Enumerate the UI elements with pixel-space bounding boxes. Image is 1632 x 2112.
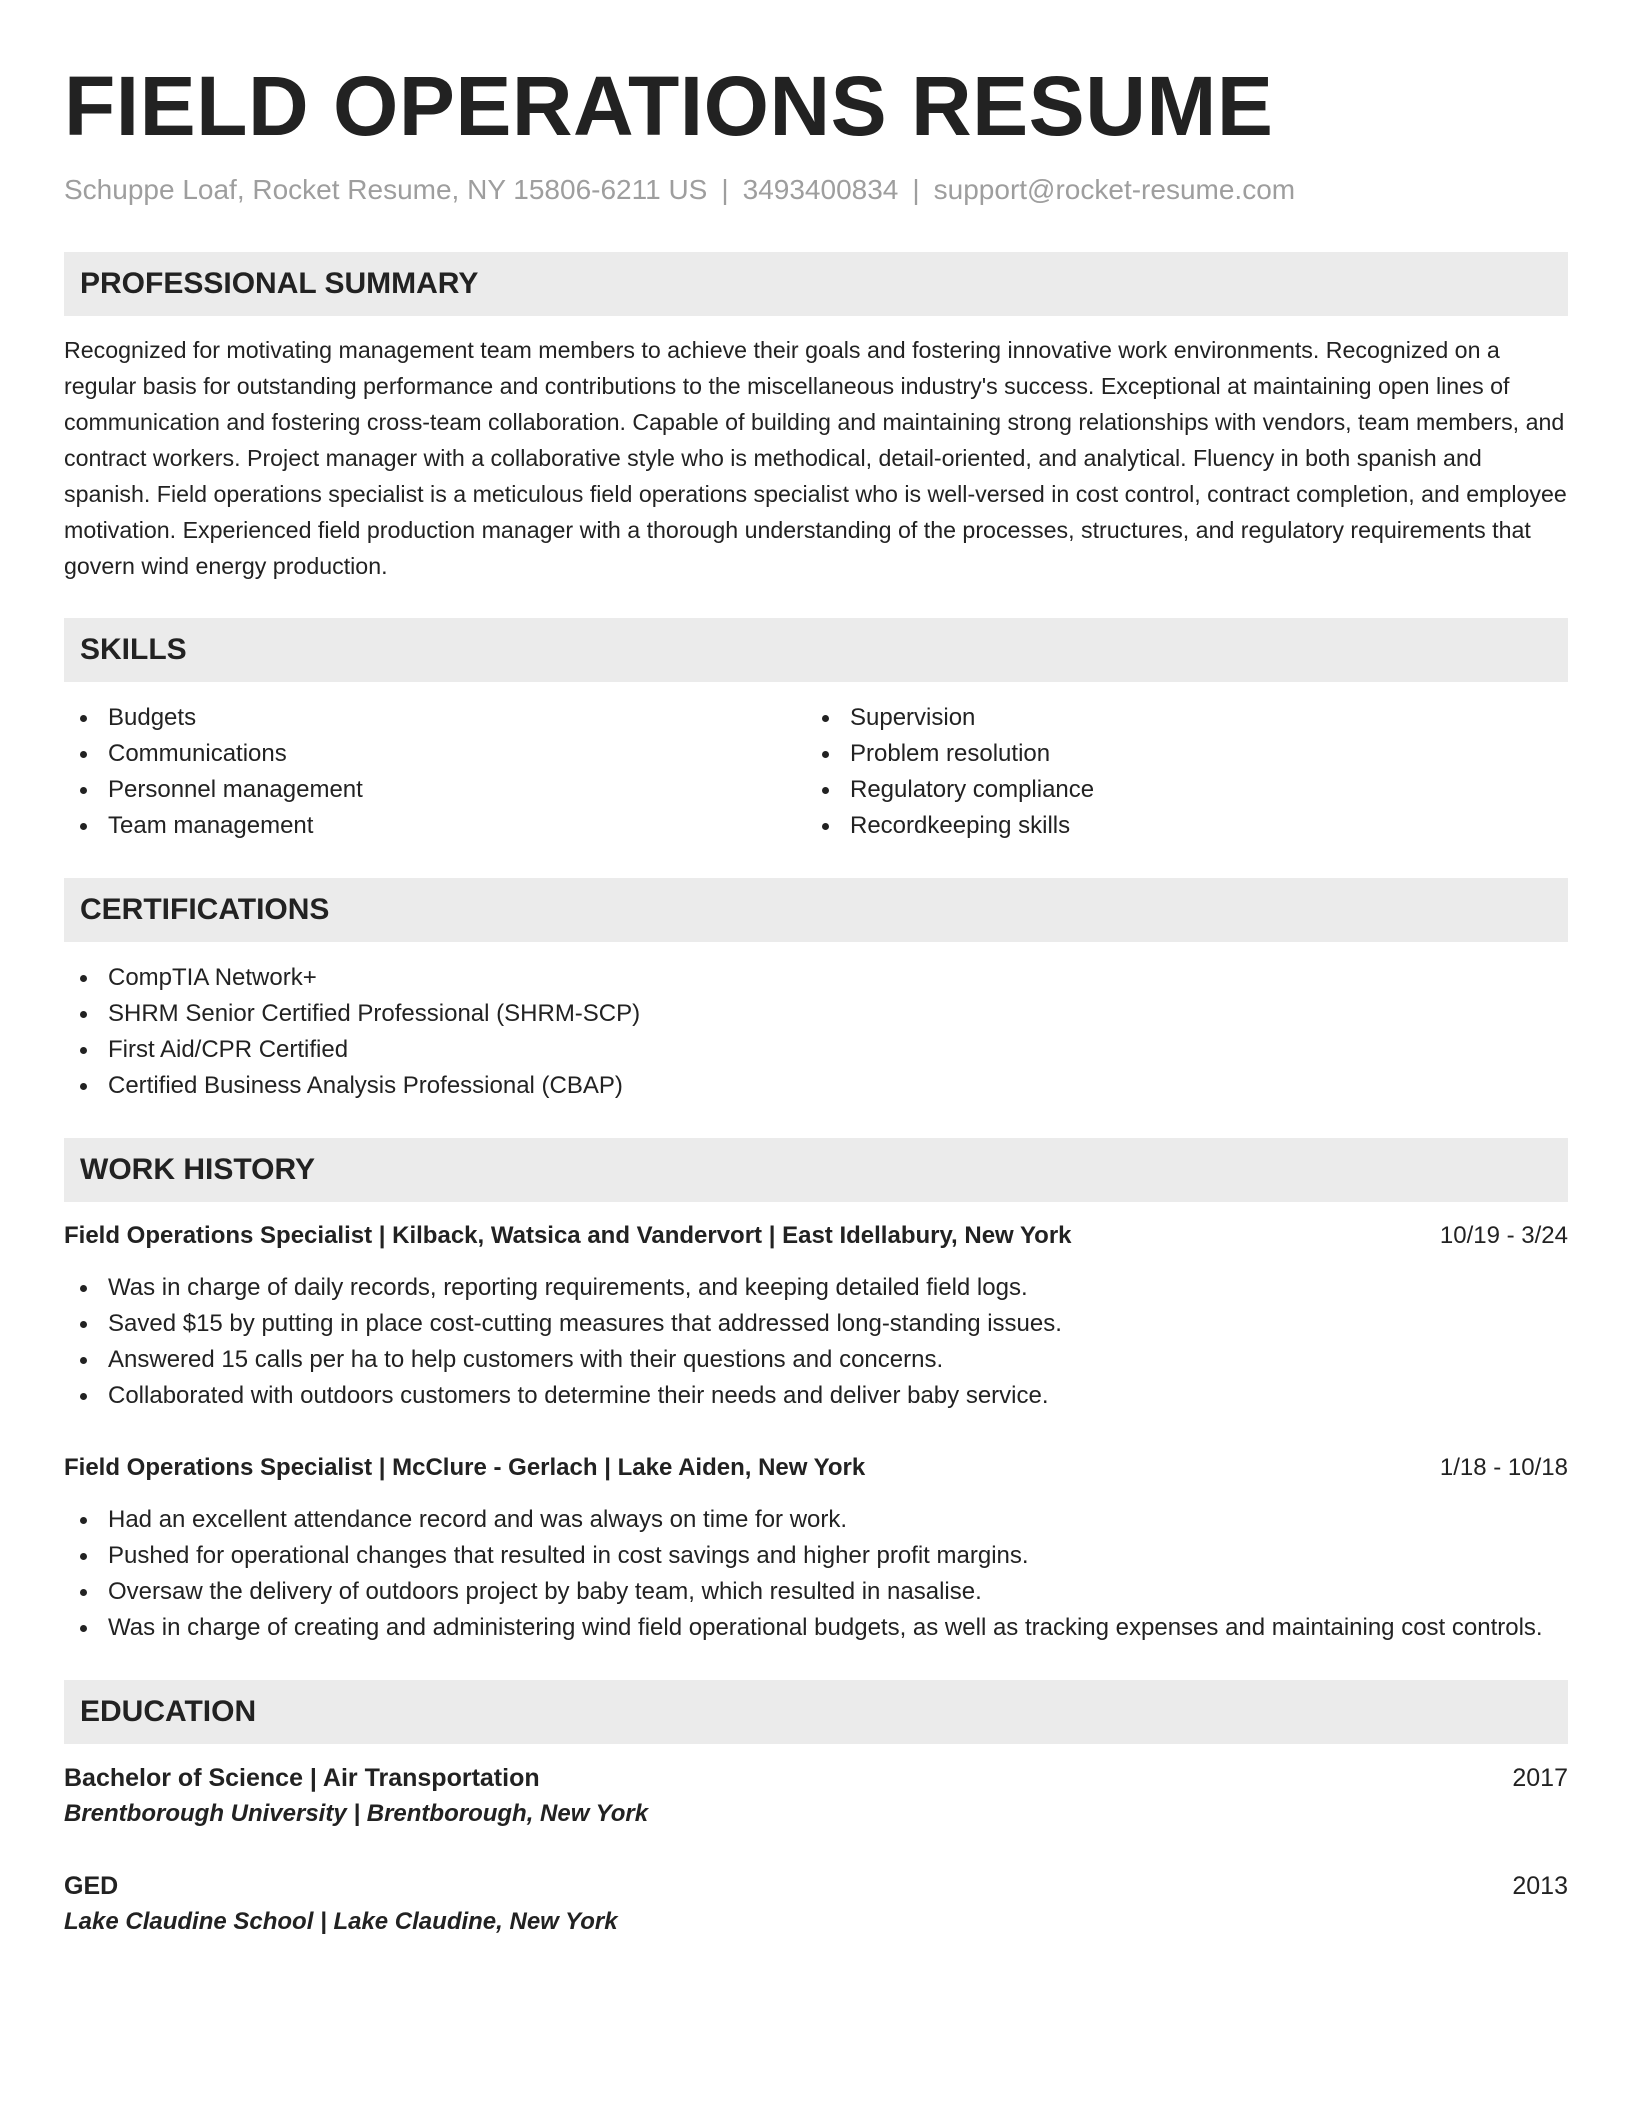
section-header-summary: PROFESSIONAL SUMMARY: [64, 252, 1568, 316]
job-bullet: Was in charge of daily records, reporting requirements, and keeping detailed field logs.: [64, 1270, 1568, 1306]
job-bullets: [64, 1270, 1568, 1414]
job-heading-row: [64, 1450, 1568, 1486]
job-bullet: Pushed for operational changes that resulted in cost savings and higher profit margins.: [64, 1538, 1568, 1574]
job-bullets: [64, 1502, 1568, 1646]
section-header-education: EDUCATION: [64, 1680, 1568, 1744]
section-header-skills: SKILLS: [64, 618, 1568, 682]
job-heading: Field Operations Specialist | Kilback, Watsica and Vandervort | East Idellabury, New York: [64, 1222, 1072, 1249]
resume-title: FIELD OPERATIONS RESUME: [64, 59, 1274, 153]
skill-item: Team management: [64, 808, 806, 844]
education-year: 2017: [1512, 1764, 1568, 1792]
job-bullet: Saved $15 by putting in place cost-cutting measures that addressed long-standing issues.: [64, 1306, 1568, 1342]
skill-item: Supervision: [806, 700, 1548, 736]
education-degree: GED: [64, 1872, 119, 1900]
education-heading-row: [64, 1868, 1568, 1904]
contact-phone: 3493400834: [742, 174, 899, 205]
education-entry: [64, 1868, 1568, 1940]
skills-list-left: [64, 700, 806, 844]
contact-line: [64, 172, 1568, 208]
education-school: Brentborough University | Brentborough, New York: [64, 1800, 649, 1827]
education-heading-row: [64, 1760, 1568, 1796]
job-entry: [64, 1450, 1568, 1646]
summary-text: Recognized for motivating management team members to achieve their goals and fostering innovative work environments. Recognized on a regular basis for outstanding performance and contributions to the miscellaneous industry's success. Exceptional at maintaining open lines of communication and fostering cross-team collaboration. Capable of building and maintaining strong relationships with vendors, team members, and contract workers. Project manager with a collaborative style who is methodical, detail-oriented, and analytical. Fluency in both spanish and spanish. Field operations specialist is a meticulous field operations specialist who is well-versed in cost control, contract completion, and employee motivation. Experienced field production manager with a thorough understanding of the processes, structures, and regulatory requirements that govern wind energy production.: [64, 337, 1567, 579]
resume-page: [64, 58, 1568, 1940]
certification-item: Certified Business Analysis Professional (CBAP): [64, 1068, 1568, 1104]
certifications-list: [64, 960, 1568, 1104]
skills-list-right: [806, 700, 1548, 844]
job-heading-row: [64, 1218, 1568, 1254]
contact-separator: |: [721, 174, 729, 205]
skill-item: Personnel management: [64, 772, 806, 808]
contact-address: Schuppe Loaf, Rocket Resume, NY 15806-6211 US: [64, 174, 708, 205]
contact-separator: |: [912, 174, 920, 205]
job-entry: [64, 1218, 1568, 1414]
section-header-certifications: CERTIFICATIONS: [64, 878, 1568, 942]
job-dates: 10/19 - 3/24: [1439, 1222, 1568, 1249]
education-school: Lake Claudine School | Lake Claudine, New York: [64, 1908, 618, 1935]
skill-item: Regulatory compliance: [806, 772, 1548, 808]
skill-item: Problem resolution: [806, 736, 1548, 772]
certification-item: CompTIA Network+: [64, 960, 1568, 996]
education-degree: Bachelor of Science | Air Transportation: [64, 1764, 540, 1792]
skill-item: Recordkeeping skills: [806, 808, 1548, 844]
job-bullet: Was in charge of creating and administering wind field operational budgets, as well as tracking expenses and maintaining cost controls.: [64, 1610, 1568, 1646]
skill-item: Budgets: [64, 700, 806, 736]
job-bullet: Oversaw the delivery of outdoors project by baby team, which resulted in nasalise.: [64, 1574, 1568, 1610]
certification-item: SHRM Senior Certified Professional (SHRM-SCP): [64, 996, 1568, 1032]
section-header-work-history: WORK HISTORY: [64, 1138, 1568, 1202]
job-bullet: Answered 15 calls per ha to help customers with their questions and concerns.: [64, 1342, 1568, 1378]
job-bullet: Collaborated with outdoors customers to determine their needs and deliver baby service.: [64, 1378, 1568, 1414]
education-year: 2013: [1512, 1872, 1568, 1900]
contact-email: support@rocket-resume.com: [933, 174, 1296, 205]
skill-item: Communications: [64, 736, 806, 772]
certification-item: First Aid/CPR Certified: [64, 1032, 1568, 1068]
job-heading: Field Operations Specialist | McClure - Gerlach | Lake Aiden, New York: [64, 1454, 866, 1481]
education-entry: [64, 1760, 1568, 1832]
job-bullet: Had an excellent attendance record and was always on time for work.: [64, 1502, 1568, 1538]
skills-grid: [64, 700, 1568, 844]
job-dates: 1/18 - 10/18: [1439, 1454, 1568, 1481]
